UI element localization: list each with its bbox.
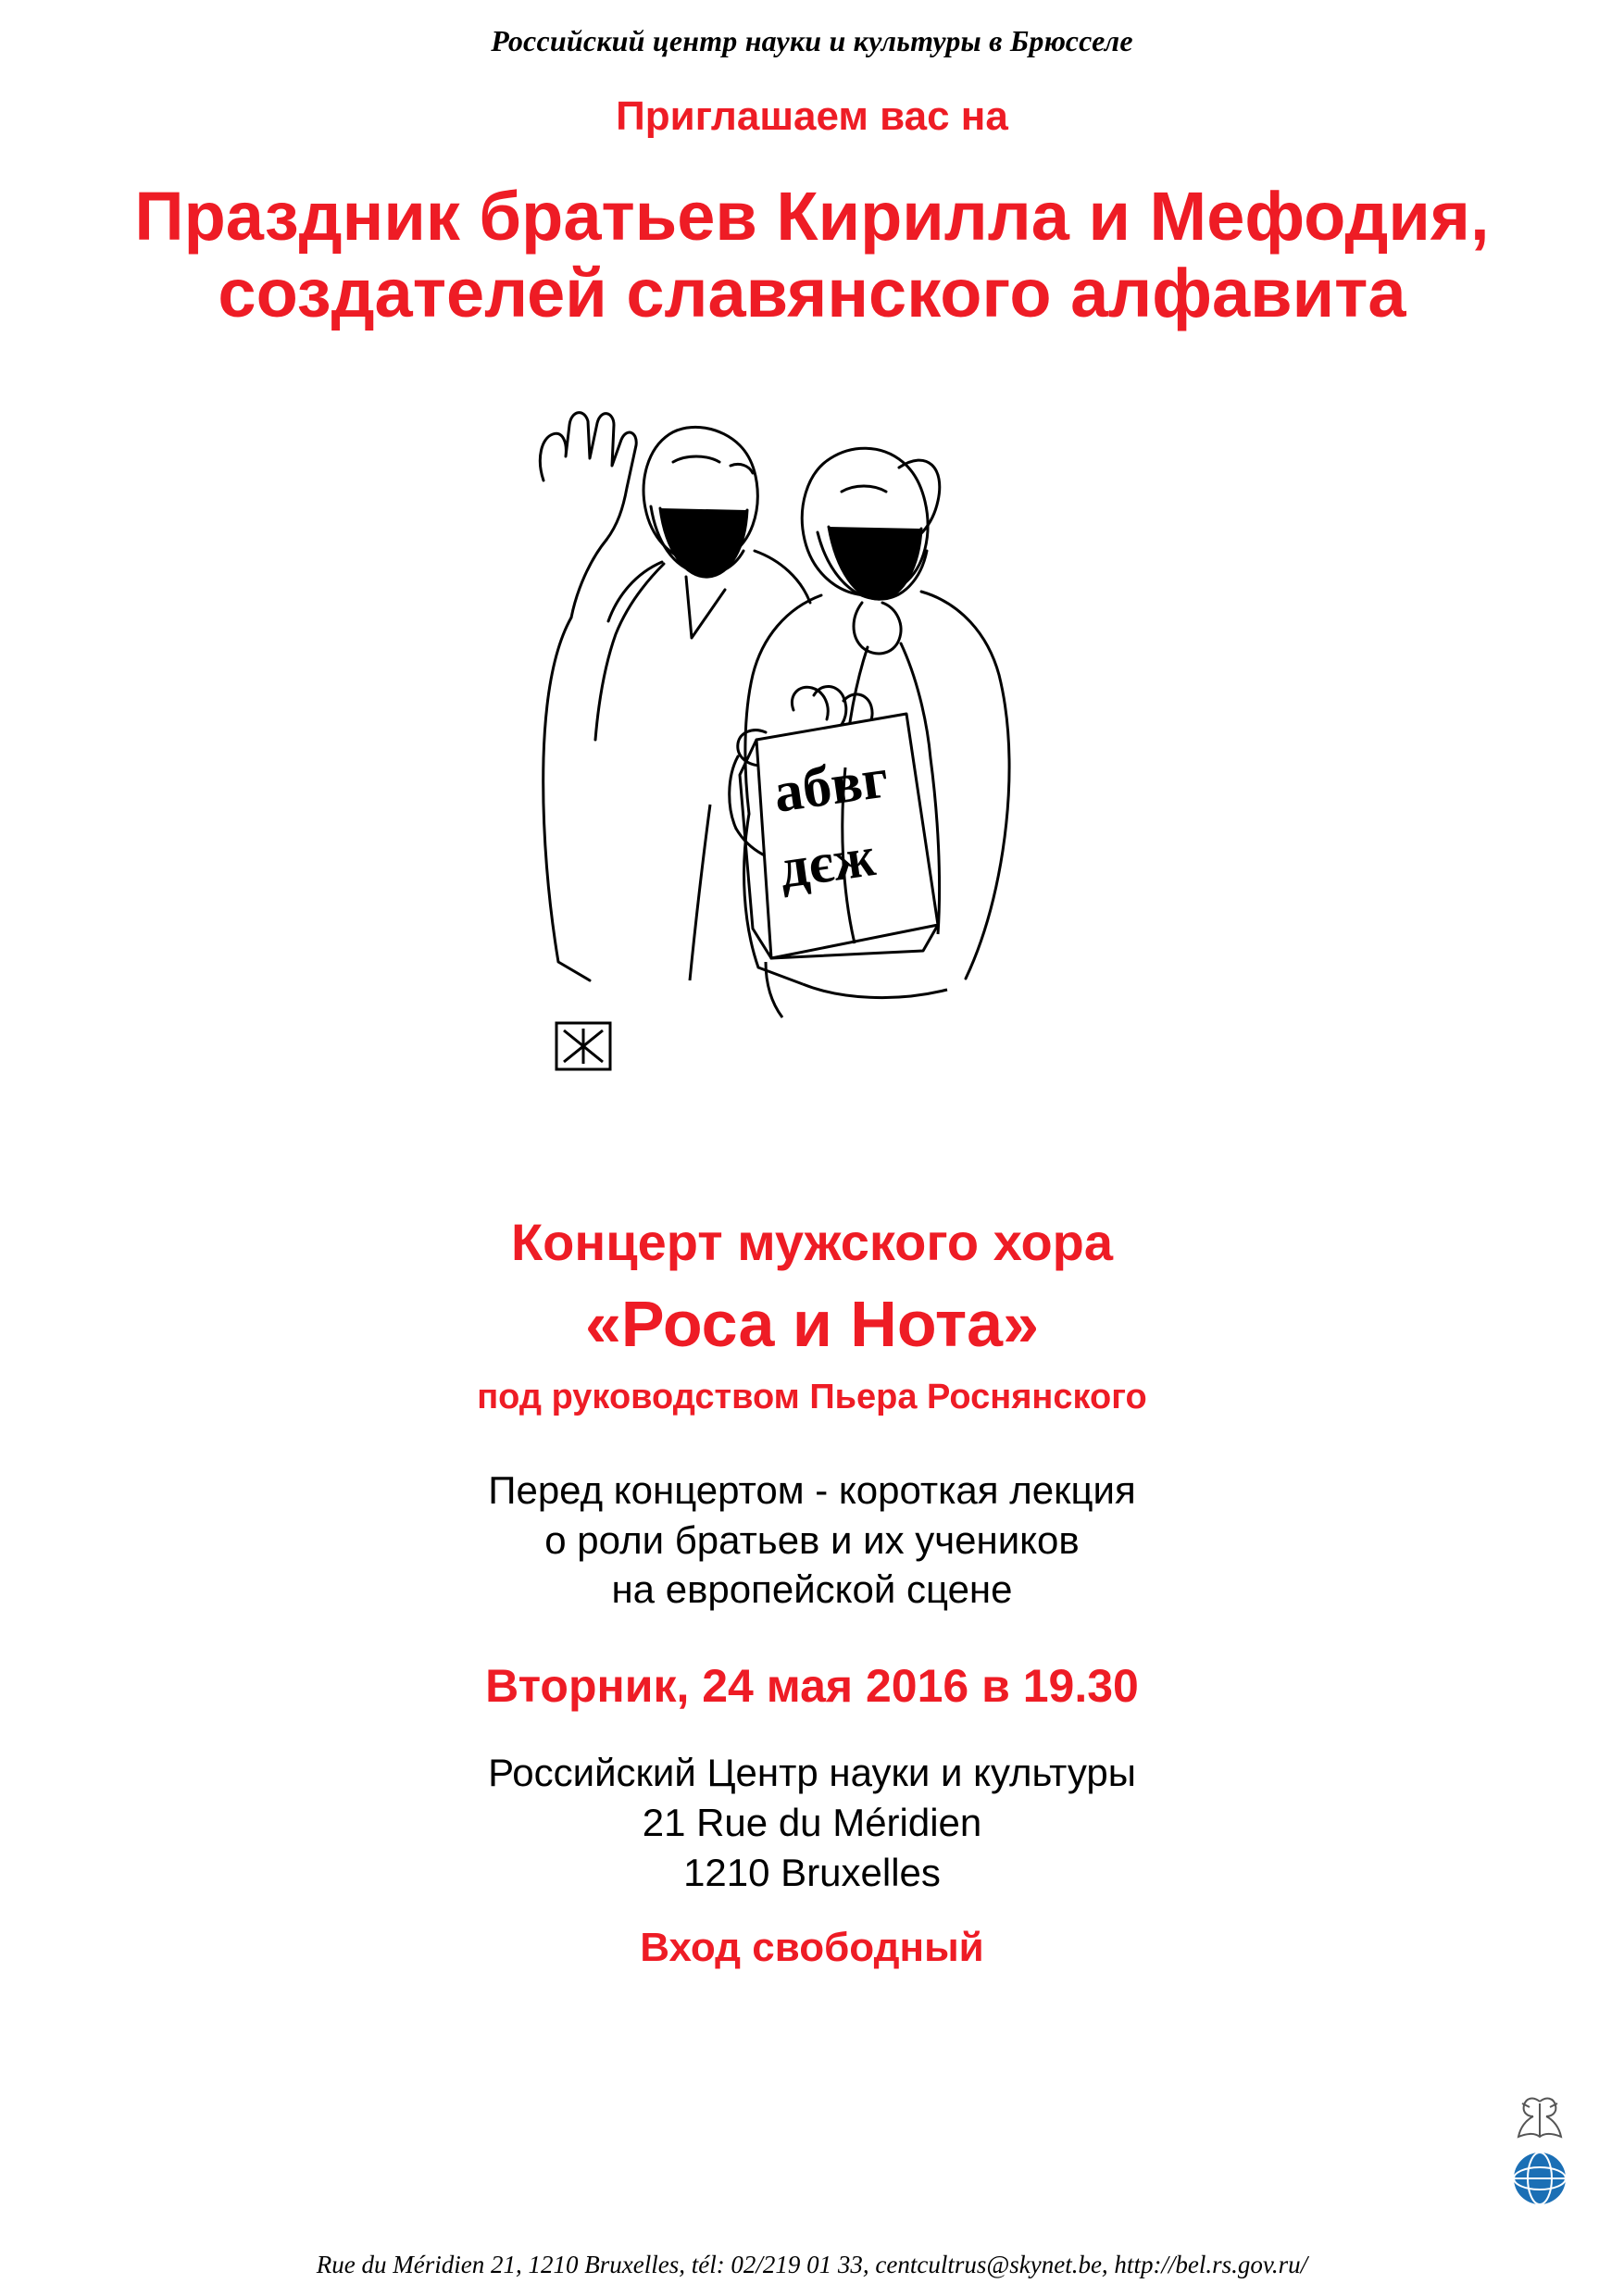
footer-contacts: Rue du Méridien 21, 1210 Bruxelles, tél: 02/219 01 33, centcultrus@skynet.be, http://bel.rs.gov.ru/ [316,2251,1308,2278]
rossotrudnichestvo-globe-icon [1511,2150,1568,2207]
invitation-label: Приглашаем вас на [616,94,1008,139]
event-title-line-1: Праздник братьев Кирилла и Мефодия, [134,178,1490,255]
logo-group [1498,2092,1581,2207]
venue-address [488,1748,1136,1897]
choir-name: «Роса и Нота» [584,1287,1040,1360]
lecture-description [488,1466,1135,1615]
saints-illustration [488,369,1136,1203]
organization-header: Российский центр науки и культуры в Брюсселе [491,24,1133,57]
free-entry-label: Вход свободный [640,1925,984,1971]
lecture-line-3: на европейской сцене [611,1567,1013,1612]
page-title [134,179,1489,332]
event-title-line-2: создателей славянского алфавита [218,254,1406,331]
double-headed-eagle-icon [1511,2092,1568,2144]
event-datetime: Вторник, 24 мая 2016 в 19.30 [485,1660,1139,1712]
concert-heading: Концерт мужского хора [510,1212,1113,1271]
venue-line-2: 21 Rue du Méridien [642,1800,982,1844]
venue-line-3: 1210 Bruxelles [683,1850,941,1894]
book-letters-row-1: абвг [769,746,893,825]
lecture-line-1: Перед концертом - короткая лекция [488,1467,1136,1512]
book-letters-row-2: дєж [775,824,880,901]
conductor-line: под руководством Пьера Роснянского [477,1377,1147,1416]
lecture-line-2: о роли братьев и их учеников [544,1517,1080,1562]
venue-line-1: Российский Центр науки и культуры [488,1751,1136,1794]
saints-illustration-graphic [488,369,1136,1203]
